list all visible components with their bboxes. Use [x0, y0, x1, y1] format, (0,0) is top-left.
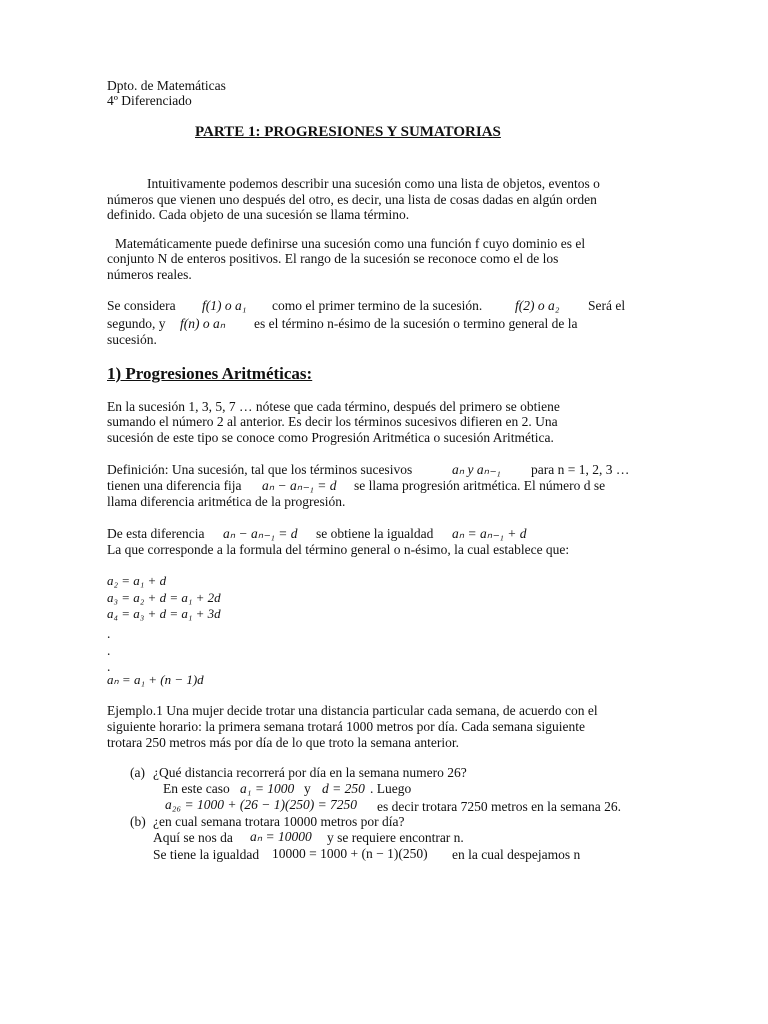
- department-label: Dpto. de Matemáticas: [107, 78, 226, 93]
- part-b-label: (b): [130, 814, 146, 829]
- intro-p1-line3: definido. Cada objeto de una sucesión se llama término.: [107, 207, 410, 222]
- intro-p3-text-b: como el primer termino de la sucesión.: [272, 298, 483, 313]
- section-heading-arithmetic: 1) Progresiones Aritméticas:: [107, 364, 313, 383]
- formula-d-250: d = 250: [322, 781, 365, 796]
- definition-text-c: tienen una diferencia fija: [107, 478, 242, 493]
- section-p1-line3: sucesión de este tipo se conoce como Progresión Aritmética o sucesión Aritmética.: [107, 430, 554, 445]
- formula-fn-an: f(n) o aₙ: [180, 316, 226, 331]
- formula-recursive: aₙ = aₙ₋₁ + d: [452, 526, 527, 541]
- intro-p3-text-c: Será el: [588, 298, 626, 313]
- intro-p3-text-a: Se considera: [107, 298, 176, 313]
- example-line2: siguiente horario: la primera semana trotará 1000 metros por día. Cada semana siguiente: [107, 719, 585, 734]
- formula-a1-1000: a₁ = 1000: [240, 781, 295, 796]
- part-a-text-d: es decir trotara 7250 metros en la semana 26.: [377, 799, 622, 814]
- equation-a3: a₃ = a₂ + d = a₁ + 2d: [107, 590, 221, 605]
- course-label: 4º Diferenciado: [107, 93, 192, 108]
- ellipsis-dot-2: .: [107, 643, 111, 658]
- formula-an-an1: aₙ y aₙ₋₁: [452, 462, 501, 477]
- page-title: PARTE 1: PROGRESIONES Y SUMATORIAS: [195, 124, 501, 140]
- intro-p3-text-e: es el término n-ésimo de la sucesión o termino general de la: [254, 316, 578, 331]
- formula-an-10000: aₙ = 10000: [250, 829, 312, 844]
- part-a-text-a: En este caso: [163, 781, 230, 796]
- ellipsis-dot-3: .: [107, 659, 111, 674]
- intro-p3-text-d: segundo, y: [107, 316, 166, 331]
- part-a-text-b: y: [304, 781, 311, 796]
- difference-text-b: se obtiene la igualdad: [316, 526, 434, 541]
- equation-a2: a₂ = a₁ + d: [107, 573, 167, 588]
- part-b-text-d: en la cual despejamos n: [452, 847, 581, 862]
- part-b-text-a: Aquí se nos da: [153, 830, 233, 845]
- formula-a26: a₂₆ = 1000 + (26 − 1)(250) = 7250: [165, 797, 358, 812]
- formula-diff-eq: aₙ − aₙ₋₁ = d: [223, 526, 298, 541]
- difference-text-c: La que corresponde a la formula del término general o n-ésimo, la cual establece que:: [107, 542, 570, 557]
- intro-p2-line2: conjunto N de enteros positivos. El rango de la sucesión se reconoce como el de los: [107, 251, 559, 266]
- equation-an-general: aₙ = a₁ + (n − 1)d: [107, 672, 204, 687]
- part-a-question: ¿Qué distancia recorrerá por día en la semana numero 26?: [153, 765, 467, 780]
- part-a-label: (a): [130, 765, 145, 780]
- formula-f1-a1: f(1) o a₁: [202, 298, 247, 313]
- part-b-text-c: Se tiene la igualdad: [153, 847, 260, 862]
- formula-solve-n: 10000 = 1000 + (n − 1)(250): [272, 846, 428, 861]
- intro-p1-line1: Intuitivamente podemos describir una sucesión como una lista de objetos, eventos o: [147, 176, 600, 191]
- formula-f2-a2: f(2) o a₂: [515, 298, 560, 313]
- part-b-question: ¿en cual semana trotara 10000 metros por día?: [153, 814, 405, 829]
- intro-p2-line1: Matemáticamente puede definirse una sucesión como una función f cuyo dominio es el: [115, 236, 586, 251]
- section-p1-line2: sumando el número 2 al anterior. Es decir los términos sucesivos difieren en 2. Una: [107, 414, 558, 429]
- section-p1-line1: En la sucesión 1, 3, 5, 7 … nótese que cada término, después del primero se obtiene: [107, 399, 560, 414]
- definition-text-e: llama diferencia aritmética de la progresión.: [107, 494, 346, 509]
- definition-text-b: para n = 1, 2, 3 …: [531, 462, 630, 477]
- formula-diff-d: aₙ − aₙ₋₁ = d: [262, 478, 337, 493]
- part-b-text-b: y se requiere encontrar n.: [327, 830, 464, 845]
- intro-p1-line2: números que vienen uno después del otro, es decir, una lista de cosas dadas en algún orden: [107, 192, 597, 207]
- intro-p2-line3: números reales.: [107, 267, 192, 282]
- example-line1: Ejemplo.1 Una mujer decide trotar una distancia particular cada semana, de acuerdo con el: [107, 703, 598, 718]
- difference-text-a: De esta diferencia: [107, 526, 205, 541]
- definition-text-d: se llama progresión aritmética. El número d se: [354, 478, 606, 493]
- intro-p3-text-f: sucesión.: [107, 332, 157, 347]
- ellipsis-dot-1: .: [107, 626, 111, 641]
- equation-a4: a₄ = a₃ + d = a₁ + 3d: [107, 606, 221, 621]
- example-line3: trotara 250 metros más por día de lo que troto la semana anterior.: [107, 735, 460, 750]
- definition-text-a: Definición: Una sucesión, tal que los términos sucesivos: [107, 462, 413, 477]
- part-a-text-c: . Luego: [370, 781, 412, 796]
